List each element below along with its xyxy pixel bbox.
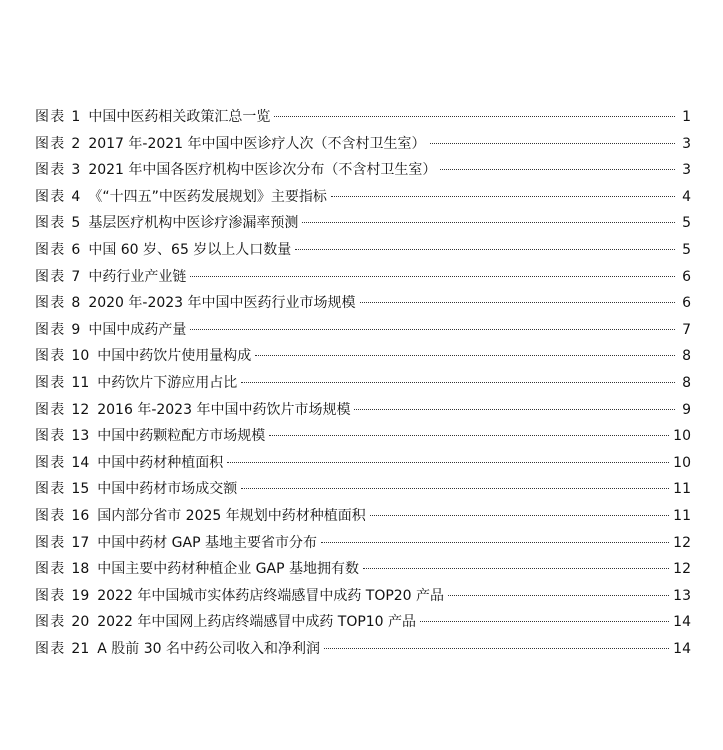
toc-page-number: 13: [673, 587, 691, 604]
toc-number: 18: [71, 561, 90, 578]
toc-page-number: 9: [682, 401, 691, 418]
toc-page-number: 14: [673, 640, 691, 657]
toc-title: 中药饮片下游应用占比: [97, 374, 238, 391]
toc-label: 图表: [35, 321, 66, 338]
toc-number: 6: [71, 241, 81, 258]
toc-label: 图表: [35, 374, 66, 391]
toc-number: 5: [71, 215, 81, 232]
dot-leader: [190, 276, 675, 277]
dot-leader: [430, 143, 675, 144]
toc-title: 中国中药颗粒配方市场规模: [97, 428, 266, 445]
toc-label: 图表: [35, 162, 66, 179]
toc-page-number: 12: [673, 534, 691, 551]
toc-page-number: 12: [673, 561, 691, 578]
toc-title: 中国中医药相关政策汇总一览: [88, 109, 271, 125]
toc-page-number: 10: [673, 454, 691, 471]
dot-leader: [440, 169, 675, 170]
toc-label: 图表: [35, 454, 66, 471]
toc-label: 图表: [35, 507, 66, 524]
toc-number: 12: [71, 401, 90, 418]
toc-number: 17: [71, 534, 90, 551]
toc-label: 图表: [35, 534, 66, 551]
toc-title: A 股前 30 名中药公司收入和净利润: [97, 640, 320, 657]
toc-label: 图表: [35, 561, 66, 578]
toc-entry-10[interactable]: [35, 343, 691, 370]
toc-number: 15: [71, 481, 90, 498]
toc-page-number: 5: [682, 241, 691, 258]
toc-label: 图表: [35, 135, 66, 152]
toc-title: 《“十四五”中医药发展规划》主要指标: [88, 188, 327, 205]
toc-number: 7: [71, 268, 81, 285]
toc-page-number: 1: [682, 109, 691, 125]
toc-entry-4[interactable]: [35, 184, 691, 211]
toc-label: 图表: [35, 587, 66, 604]
toc-number: 21: [71, 640, 90, 657]
toc-page-number: 11: [673, 481, 691, 498]
toc-number: 11: [71, 374, 90, 391]
toc-title: 中国中成药产量: [88, 321, 187, 338]
toc-page-number: 4: [682, 188, 691, 205]
toc-title: 中国中药材 GAP 基地主要省市分布: [97, 534, 318, 551]
toc-title: 2017 年-2021 年中国中医诊疗人次（不含村卫生室）: [88, 135, 426, 152]
dot-leader: [420, 621, 669, 622]
toc-number: 13: [71, 428, 90, 445]
toc-entry-13[interactable]: [35, 423, 691, 450]
toc-label: 图表: [35, 295, 66, 312]
toc-number: 1: [71, 109, 81, 125]
toc-page-number: 8: [682, 374, 691, 391]
dot-leader: [241, 488, 669, 489]
toc-page-number: 6: [682, 268, 691, 285]
dot-leader: [295, 249, 675, 250]
dot-leader: [360, 302, 675, 303]
toc-title: 2022 年中国城市实体药店终端感冒中成药 TOP20 产品: [97, 587, 445, 604]
toc-number: 14: [71, 454, 90, 471]
toc-entry-21[interactable]: [35, 636, 691, 663]
toc-entry-3[interactable]: [35, 157, 691, 184]
toc-title: 2016 年-2023 年中国中药饮片市场规模: [97, 401, 351, 418]
toc-title: 2020 年-2023 年中国中医药行业市场规模: [88, 295, 356, 312]
toc-entry-9[interactable]: [35, 317, 691, 344]
toc-label: 图表: [35, 268, 66, 285]
dot-leader: [324, 648, 669, 649]
toc-entry-16[interactable]: [35, 503, 691, 530]
dot-leader: [227, 462, 669, 463]
toc-entry-5[interactable]: [35, 210, 691, 237]
dot-leader: [321, 542, 669, 543]
toc-label: 图表: [35, 401, 66, 418]
toc-page-number: 11: [673, 507, 691, 524]
toc-entry-7[interactable]: [35, 264, 691, 291]
toc-page-number: 3: [682, 135, 691, 152]
dot-leader: [370, 515, 669, 516]
toc-label: 图表: [35, 215, 66, 232]
toc-number: 19: [71, 587, 90, 604]
toc-entry-8[interactable]: [35, 290, 691, 317]
toc-page-number: 10: [673, 428, 691, 445]
toc-label: 图表: [35, 428, 66, 445]
dot-leader: [269, 435, 669, 436]
toc-number: 2: [71, 135, 81, 152]
dot-leader: [274, 116, 675, 117]
toc-title: 2021 年中国各医疗机构中医诊次分布（不含村卫生室）: [88, 162, 437, 179]
toc-number: 3: [71, 162, 81, 179]
table-of-figures: [35, 104, 691, 662]
toc-entry-11[interactable]: [35, 370, 691, 397]
toc-title: 中国主要中药材种植企业 GAP 基地拥有数: [97, 561, 360, 578]
dot-leader: [255, 355, 675, 356]
toc-title: 中药行业产业链: [88, 268, 187, 285]
toc-number: 9: [71, 321, 81, 338]
toc-page-number: 5: [682, 215, 691, 232]
toc-title: 2022 年中国网上药店终端感冒中成药 TOP10 产品: [97, 614, 417, 631]
toc-label: 图表: [35, 614, 66, 631]
toc-number: 8: [71, 295, 81, 312]
toc-page-number: 7: [682, 321, 691, 338]
toc-entry-17[interactable]: [35, 530, 691, 557]
toc-page-number: 8: [682, 348, 691, 365]
toc-label: 图表: [35, 348, 66, 365]
toc-label: 图表: [35, 241, 66, 258]
toc-label: 图表: [35, 481, 66, 498]
dot-leader: [241, 382, 675, 383]
dot-leader: [354, 409, 675, 410]
toc-number: 10: [71, 348, 90, 365]
toc-number: 20: [71, 614, 90, 631]
dot-leader: [190, 329, 675, 330]
toc-page-number: 3: [682, 162, 691, 179]
toc-entry-12[interactable]: [35, 397, 691, 424]
toc-entry-2[interactable]: [35, 131, 691, 158]
toc-label: 图表: [35, 109, 66, 125]
toc-entry-20[interactable]: [35, 609, 691, 636]
toc-title: 中国中药饮片使用量构成: [97, 348, 252, 365]
toc-entry-6[interactable]: [35, 237, 691, 264]
toc-label: 图表: [35, 188, 66, 205]
toc-entry-14[interactable]: [35, 450, 691, 477]
toc-title: 中国中药材市场成交额: [97, 481, 238, 498]
dot-leader: [363, 568, 669, 569]
toc-title: 基层医疗机构中医诊疗渗漏率预测: [88, 215, 299, 232]
toc-title: 国内部分省市 2025 年规划中药材种植面积: [97, 507, 366, 524]
dot-leader: [448, 595, 669, 596]
toc-entry-19[interactable]: [35, 583, 691, 610]
toc-page-number: 6: [682, 295, 691, 312]
toc-number: 4: [71, 188, 81, 205]
toc-page-number: 14: [673, 614, 691, 631]
dot-leader: [331, 196, 675, 197]
toc-entry-18[interactable]: [35, 556, 691, 583]
toc-number: 16: [71, 507, 90, 524]
toc-label: 图表: [35, 640, 66, 657]
toc-entry-1[interactable]: [35, 104, 691, 131]
dot-leader: [302, 222, 675, 223]
toc-entry-15[interactable]: [35, 476, 691, 503]
toc-title: 中国中药材种植面积: [97, 454, 224, 471]
toc-title: 中国 60 岁、65 岁以上人口数量: [88, 241, 292, 258]
